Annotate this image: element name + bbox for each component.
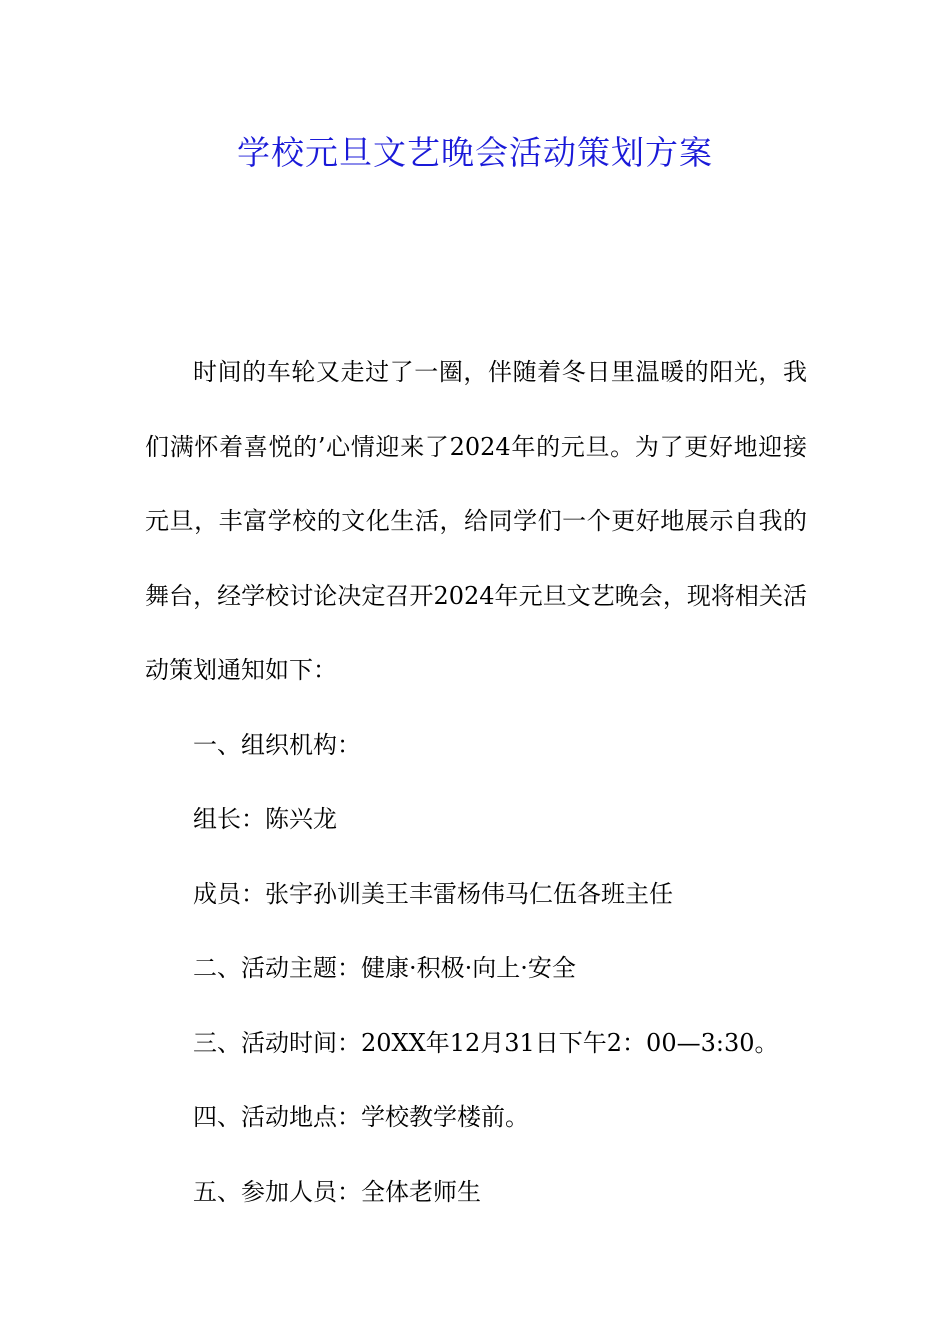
activity-location-line: 四、活动地点：学校教学楼前。 (193, 1103, 529, 1131)
section-organization-heading: 一、组织机构： (193, 730, 361, 759)
document-body (145, 335, 807, 1229)
intro-paragraph: 时间的车轮又走过了一圈，伴随着冬日里温暖的阳光，我们满怀着喜悦的’心情迎来了2024年的元旦。为了更好地迎接元旦，丰富学校的文化生活，给同学们一个更好地展示自我的舞台，经学校讨论决定召开2024年元旦文艺晚会，现将相关活动策划通知如下： (145, 358, 807, 684)
participants-line: 五、参加人员：全体老师生 (193, 1177, 481, 1206)
activity-time-line: 三、活动时间：20XX年12月31日下午2：00—3:30。 (193, 1028, 779, 1057)
members-line: 成员：张宇孙训美王丰雷杨伟马仁伍各班主任 (193, 879, 673, 908)
document-title: 学校元旦文艺晚会活动策划方案 (237, 133, 713, 172)
activity-theme-line: 二、活动主题：健康·积极·向上·安全 (193, 954, 576, 982)
group-leader-line: 组长：陈兴龙 (193, 805, 337, 833)
